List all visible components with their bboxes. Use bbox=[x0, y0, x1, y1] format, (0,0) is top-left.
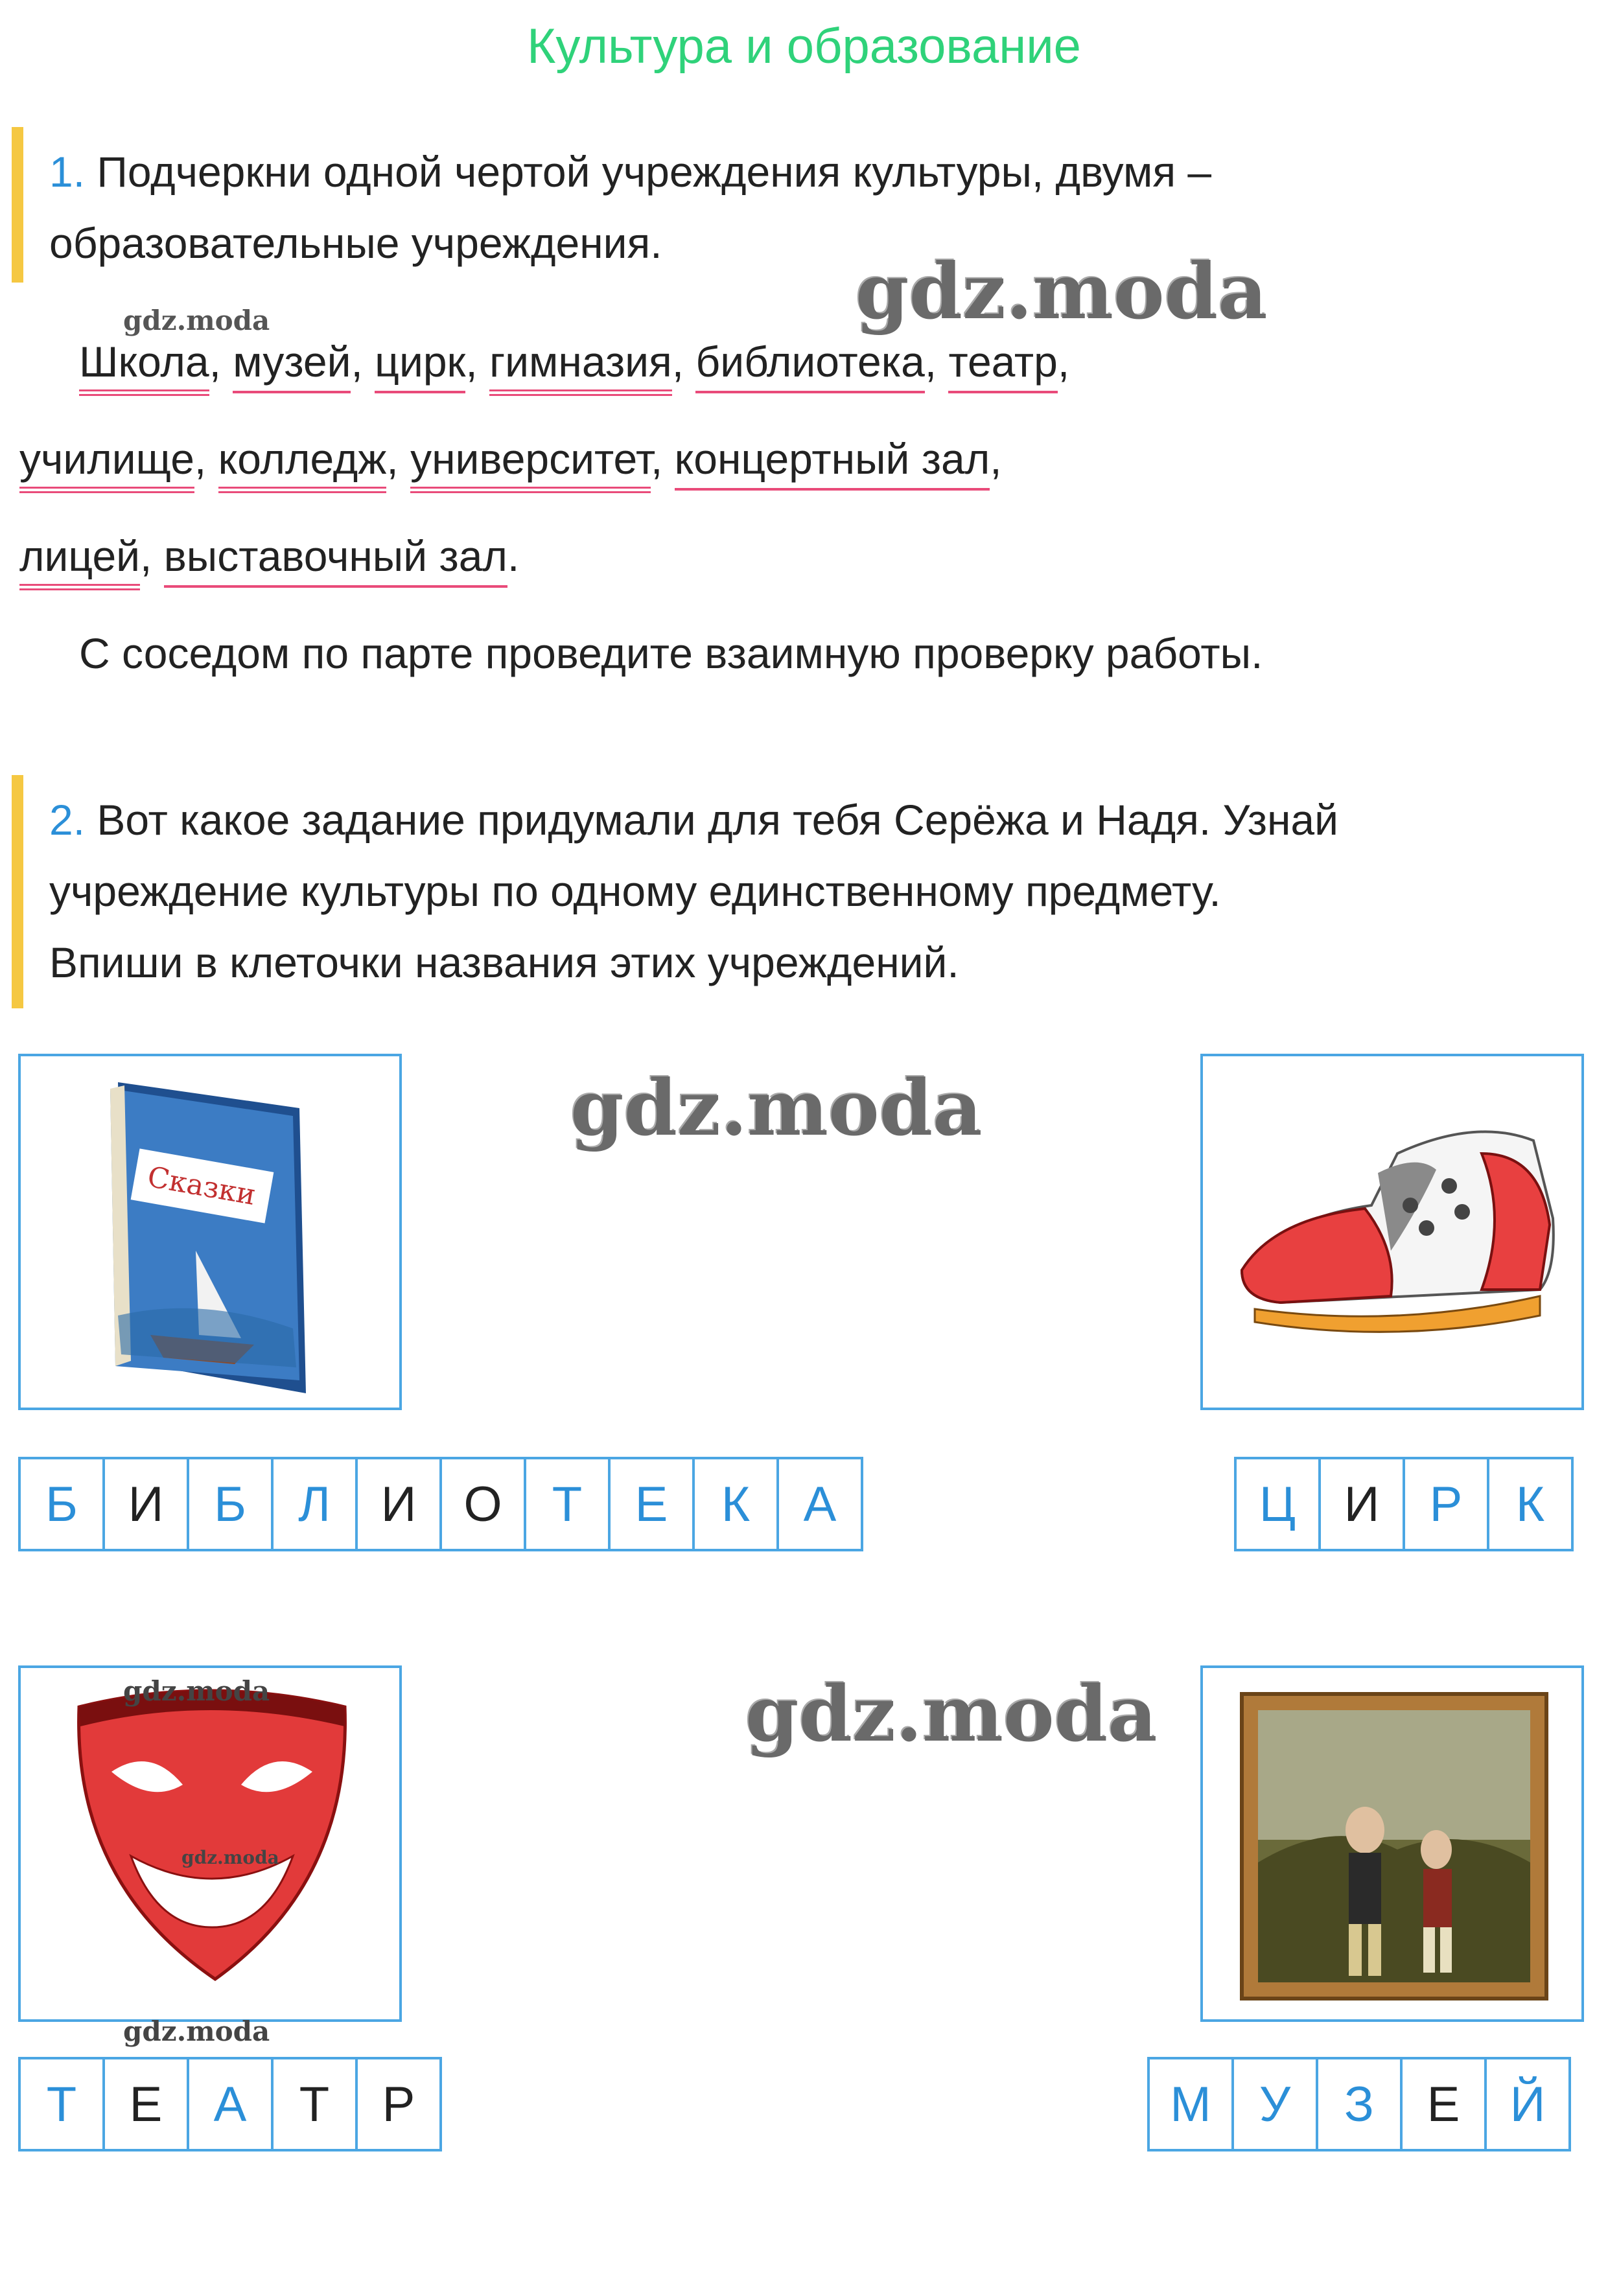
word-circus: цирк bbox=[375, 338, 465, 393]
word-lyceum: лицей bbox=[19, 532, 140, 590]
word-university: университет bbox=[410, 435, 651, 493]
answer-cell[interactable]: О bbox=[439, 1457, 526, 1551]
answer-cell[interactable]: Е bbox=[1400, 2057, 1487, 2151]
answer-circus bbox=[1234, 1457, 1574, 1551]
page-title: Культура и образование bbox=[527, 19, 1081, 74]
clown-shoe-icon bbox=[1203, 1056, 1581, 1408]
watermark-small: gdz.moda bbox=[123, 1675, 270, 1707]
word-line-3: лицей, выставочный зал. bbox=[19, 531, 519, 581]
task2-instruction bbox=[49, 784, 1592, 998]
answer-cell[interactable]: М bbox=[1147, 2057, 1234, 2151]
answer-cell[interactable]: К bbox=[1487, 1457, 1574, 1551]
task2-number: 2. bbox=[49, 796, 86, 844]
answer-cell[interactable]: И bbox=[355, 1457, 442, 1551]
answer-cell[interactable]: Е bbox=[608, 1457, 695, 1551]
mask-image-frame bbox=[18, 1665, 402, 2022]
book-image-frame bbox=[18, 1054, 402, 1410]
task1-check-text: С соседом по парте проведите взаимную проверку работы. bbox=[79, 629, 1263, 677]
answer-cell[interactable]: Р bbox=[355, 2057, 442, 2151]
answer-cell[interactable]: Т bbox=[271, 2057, 358, 2151]
watermark: gdz.moda bbox=[856, 246, 1268, 336]
word-concert-hall: концертный зал bbox=[675, 435, 990, 491]
word-gymnasium: гимназия bbox=[489, 338, 672, 396]
answer-cell[interactable]: А bbox=[776, 1457, 863, 1551]
word-exhibition-hall: выставочный зал bbox=[164, 532, 507, 588]
answer-cell[interactable]: Т bbox=[524, 1457, 611, 1551]
word-line-2: училище, колледж, университет, концертный зал, bbox=[19, 434, 1002, 483]
answer-museum bbox=[1147, 2057, 1571, 2151]
watermark-small: gdz.moda bbox=[123, 2015, 270, 2047]
answer-cell[interactable]: А bbox=[187, 2057, 274, 2151]
framed-painting-icon bbox=[1203, 1668, 1581, 2019]
answer-cell[interactable]: Л bbox=[271, 1457, 358, 1551]
task2-text-line1: Вот какое задание придумали для тебя Серёжа и Надя. Узнай bbox=[97, 796, 1339, 844]
answer-cell[interactable]: Й bbox=[1484, 2057, 1571, 2151]
answer-cell[interactable]: Т bbox=[18, 2057, 105, 2151]
task2-text-line2: учреждение культуры по одному единственному предмету. bbox=[49, 867, 1221, 915]
answer-cell[interactable]: Б bbox=[187, 1457, 274, 1551]
word-school: Школа bbox=[79, 338, 209, 396]
watermark-small: gdz.moda bbox=[181, 1847, 279, 1868]
word-college: колледж bbox=[218, 435, 387, 493]
painting-image-frame bbox=[1200, 1665, 1584, 2022]
task2-accent-bar bbox=[12, 775, 23, 1008]
task1-number: 1. bbox=[49, 148, 86, 196]
answer-theatre bbox=[18, 2057, 442, 2151]
task1-text-line1: Подчеркни одной чертой учреждения культуры, двумя – bbox=[97, 148, 1212, 196]
answer-cell[interactable]: Р bbox=[1403, 1457, 1489, 1551]
word-museum: музей bbox=[233, 338, 351, 393]
theatre-mask-icon bbox=[21, 1668, 399, 2019]
task1-accent-bar bbox=[12, 127, 23, 283]
answer-cell[interactable]: Б bbox=[18, 1457, 105, 1551]
watermark-small: gdz.moda bbox=[123, 305, 270, 336]
book-icon bbox=[21, 1056, 399, 1408]
watermark: gdz.moda bbox=[745, 1669, 1158, 1759]
task1-text-line2: образовательные учреждения. bbox=[49, 219, 662, 267]
answer-cell[interactable]: З bbox=[1316, 2057, 1403, 2151]
answer-cell[interactable]: У bbox=[1231, 2057, 1318, 2151]
answer-cell[interactable]: И bbox=[102, 1457, 189, 1551]
shoe-image-frame bbox=[1200, 1054, 1584, 1410]
task1-instruction bbox=[49, 136, 1579, 279]
word-uchilishche: училище bbox=[19, 435, 194, 493]
watermark: gdz.moda bbox=[570, 1063, 983, 1153]
word-library: библиотека bbox=[695, 338, 924, 393]
task2-text-line3: Впиши в клеточки названия этих учреждений. bbox=[49, 938, 959, 986]
word-line-1: Школа, музей, цирк, гимназия, библиотека, театр, bbox=[79, 337, 1069, 386]
answer-cell[interactable]: Е bbox=[102, 2057, 189, 2151]
answer-cell[interactable]: Ц bbox=[1234, 1457, 1321, 1551]
answer-library bbox=[18, 1457, 863, 1551]
answer-cell[interactable]: И bbox=[1318, 1457, 1405, 1551]
word-theatre: театр bbox=[948, 338, 1057, 393]
book-cover-title: Сказки bbox=[145, 1160, 259, 1212]
answer-cell[interactable]: К bbox=[692, 1457, 779, 1551]
